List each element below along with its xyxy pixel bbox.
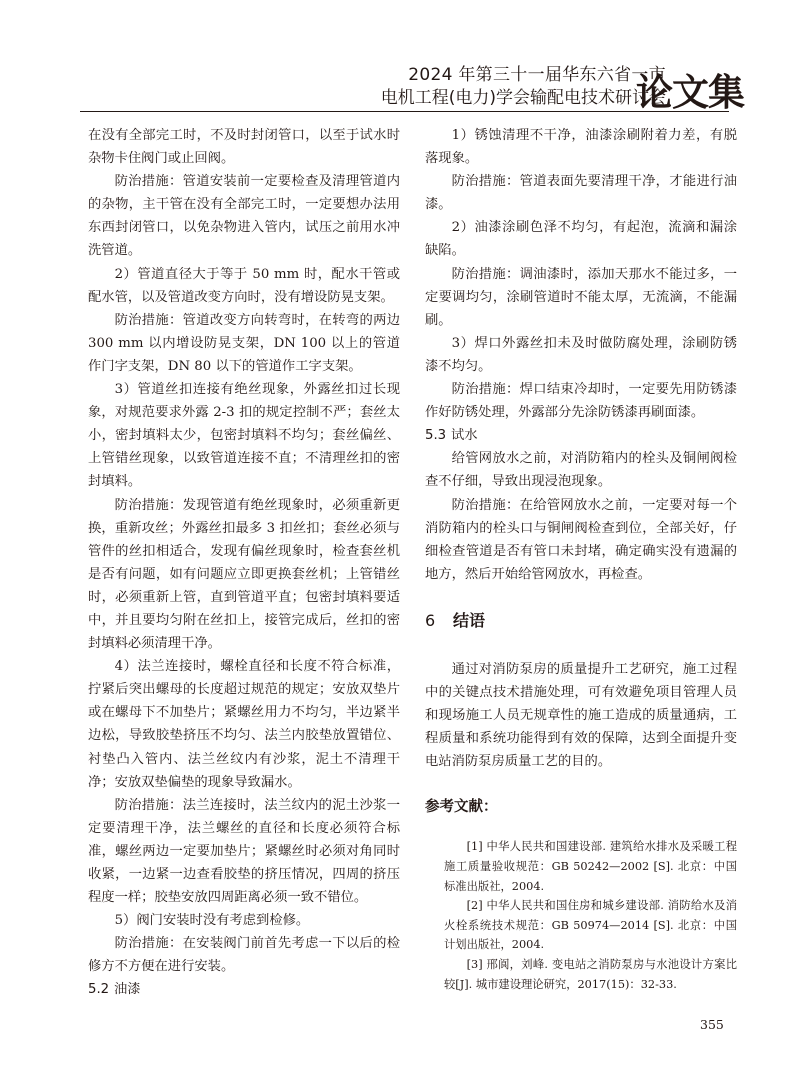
header-rule (80, 111, 729, 112)
heading-number: 5.2 (88, 982, 110, 998)
subsection-heading (425, 424, 737, 447)
heading-number: 5.3 (425, 428, 447, 444)
paragraph: 3）管道丝扣连接有绝丝现象，外露丝扣过长现象，对规范要求外露 2-3 扣的规定控制不严；套丝太小，密封填料太少，包密封填料不均匀；套丝偏丝、上管错丝现象，以致管道连接不直；不清理丝扣的密封填料。 (88, 382, 400, 490)
paragraph: 防治措施：管道改变方向转弯时，在转弯的两边 300 mm 以内增设防晃支架，DN 100 以上的管道作门字支架，DN 80 以下的管道作工字支架。 (88, 312, 400, 374)
reference-item: [3] 邢阆，刘峰. 变电站之消防泵房与水池设计方案比较[J]. 城市建设理论研究，2017(15)：32-33. (444, 957, 737, 991)
heading-number: 6 (425, 610, 436, 630)
page-header (0, 0, 800, 118)
paragraph: 防治措施：发现管道有绝丝现象时，必须重新更换，重新攻丝；外露丝扣最多 3 扣丝扣；套丝必须与管件的丝扣相适合，发现有偏丝现象时，检查套丝机是否有问题，如有问题应立即更换套丝机；上管错丝时，必须重新上管，直到管道平直；包密封填料要适中，并且要均匀附在丝扣上，接管完成后，丝扣的密封填料必须清理干净。 (88, 497, 400, 652)
paragraph: 1）锈蚀清理不干净，油漆涂刷附着力差，有脱落现象。 (425, 128, 737, 167)
paragraph: 防治措施：管道安装前一定要检查及清理管道内的杂物，主干管在没有全部完工时，一定要想办法用东西封闭管口，以免杂物进入管内，试压之前用水冲洗管道。 (88, 174, 400, 259)
paragraph: 4）法兰连接时，螺栓直径和长度不符合标准，拧紧后突出螺母的长度超过规范的规定；安放双垫片或在螺母下不加垫片；紧螺丝用力不均匀，半边紧半边松，导致胶垫挤压不均匀、法兰内胶垫放置错位、衬垫凸入管内、法兰丝纹内有沙浆，泥土不清理干净；安放双垫偏垫的现象导致漏水。 (88, 659, 400, 790)
paragraph: 防治措施：法兰连接时，法兰纹内的泥土沙浆一定要清理干净，法兰螺丝的直径和长度必须符合标准，螺丝两边一定要加垫片；紧螺丝时必须对角同时收紧，一边紧一边查看胶垫的挤压情况，四周的挤压程度一样；胶垫安放四周距离必须一致不错位。 (88, 797, 400, 906)
references-heading: 参考文献： (425, 799, 498, 816)
left-column (88, 124, 400, 1002)
paragraph: 防治措施：在给管网放水之前，一定要对每一个消防箱内的栓头口与铜闸阀检查到位，全部关好，仔细检查管道是否有管口未封堵，确定确实没有遗漏的地方，然后开始给管网放水，再检查。 (425, 497, 737, 582)
proceedings-label: 论文集 (636, 71, 744, 114)
reference-item: [2] 中华人民共和国住房和城乡建设部. 消防给水及消火栓系统技术规范：GB 50974—2014 [S]. 北京：中国计划出版社，2004. (444, 899, 737, 952)
paragraph: 防治措施：调油漆时，添加天那水不能过多，一定要调均匀，涂刷管道时不能太厚，无流滴，不能漏刷。 (425, 266, 737, 328)
paragraph: 防治措施：管道表面先要清理干净，才能进行油漆。 (425, 174, 737, 213)
right-column (425, 124, 737, 994)
paragraph: 3）焊口外露丝扣未及时做防腐处理，涂刷防锈漆不均匀。 (425, 335, 737, 374)
conference-title-line2: 电机工程(电力)学会输配电技术研讨会 (380, 88, 666, 108)
conference-title-line1: 2024 年第三十一届华东六省一市 (408, 65, 666, 85)
reference-item: [1] 中华人民共和国建设部. 建筑给水排水及采暖工程施工质量验收规范：GB 50242—2002 [S]. 北京：中国标准出版社，2004. (444, 840, 737, 893)
page-number: 355 (700, 1017, 724, 1032)
heading-text: 油漆 (114, 982, 141, 998)
paragraph: 2）油漆涂刷色泽不均匀，有起泡，流滴和漏涂缺陷。 (425, 220, 737, 259)
paragraph: 防治措施：在安装阀门前首先考虑一下以后的检修方不方便在进行安装。 (88, 936, 400, 975)
subsection-heading (88, 978, 400, 1001)
paragraph: 给管网放水之前，对消防箱内的栓头及铜闸阀检查不仔细，导致出现浸泡现象。 (425, 451, 737, 490)
paragraph: 2）管道直径大于等于 50 mm 时，配水干管或配水管，以及管道改变方向时，没有增设防晃支架。 (88, 266, 400, 305)
paragraph: 通过对消防泵房的质量提升工艺研究，施工过程中的关键点技术措施处理，可有效避免项目管理人员和现场施工人员无规章性的施工造成的质量通病，工程质量和系统功能得到有效的保障，达到全面提升变电站消防泵房质量工艺的目的。 (425, 661, 737, 770)
paragraph: 5）阀门安装时没有考虑到检修。 (114, 913, 310, 929)
paragraph: 防治措施：焊口结束冷却时，一定要先用防锈漆作好防锈处理，外露部分先涂防锈漆再刷面漆。 (425, 382, 737, 421)
heading-text: 结语 (453, 610, 486, 630)
heading-text: 试水 (451, 428, 478, 444)
section-heading (425, 610, 737, 632)
paragraph: 在没有全部完工时，不及时封闭管口，以至于试水时杂物卡住阀门或止回阀。 (88, 128, 400, 167)
